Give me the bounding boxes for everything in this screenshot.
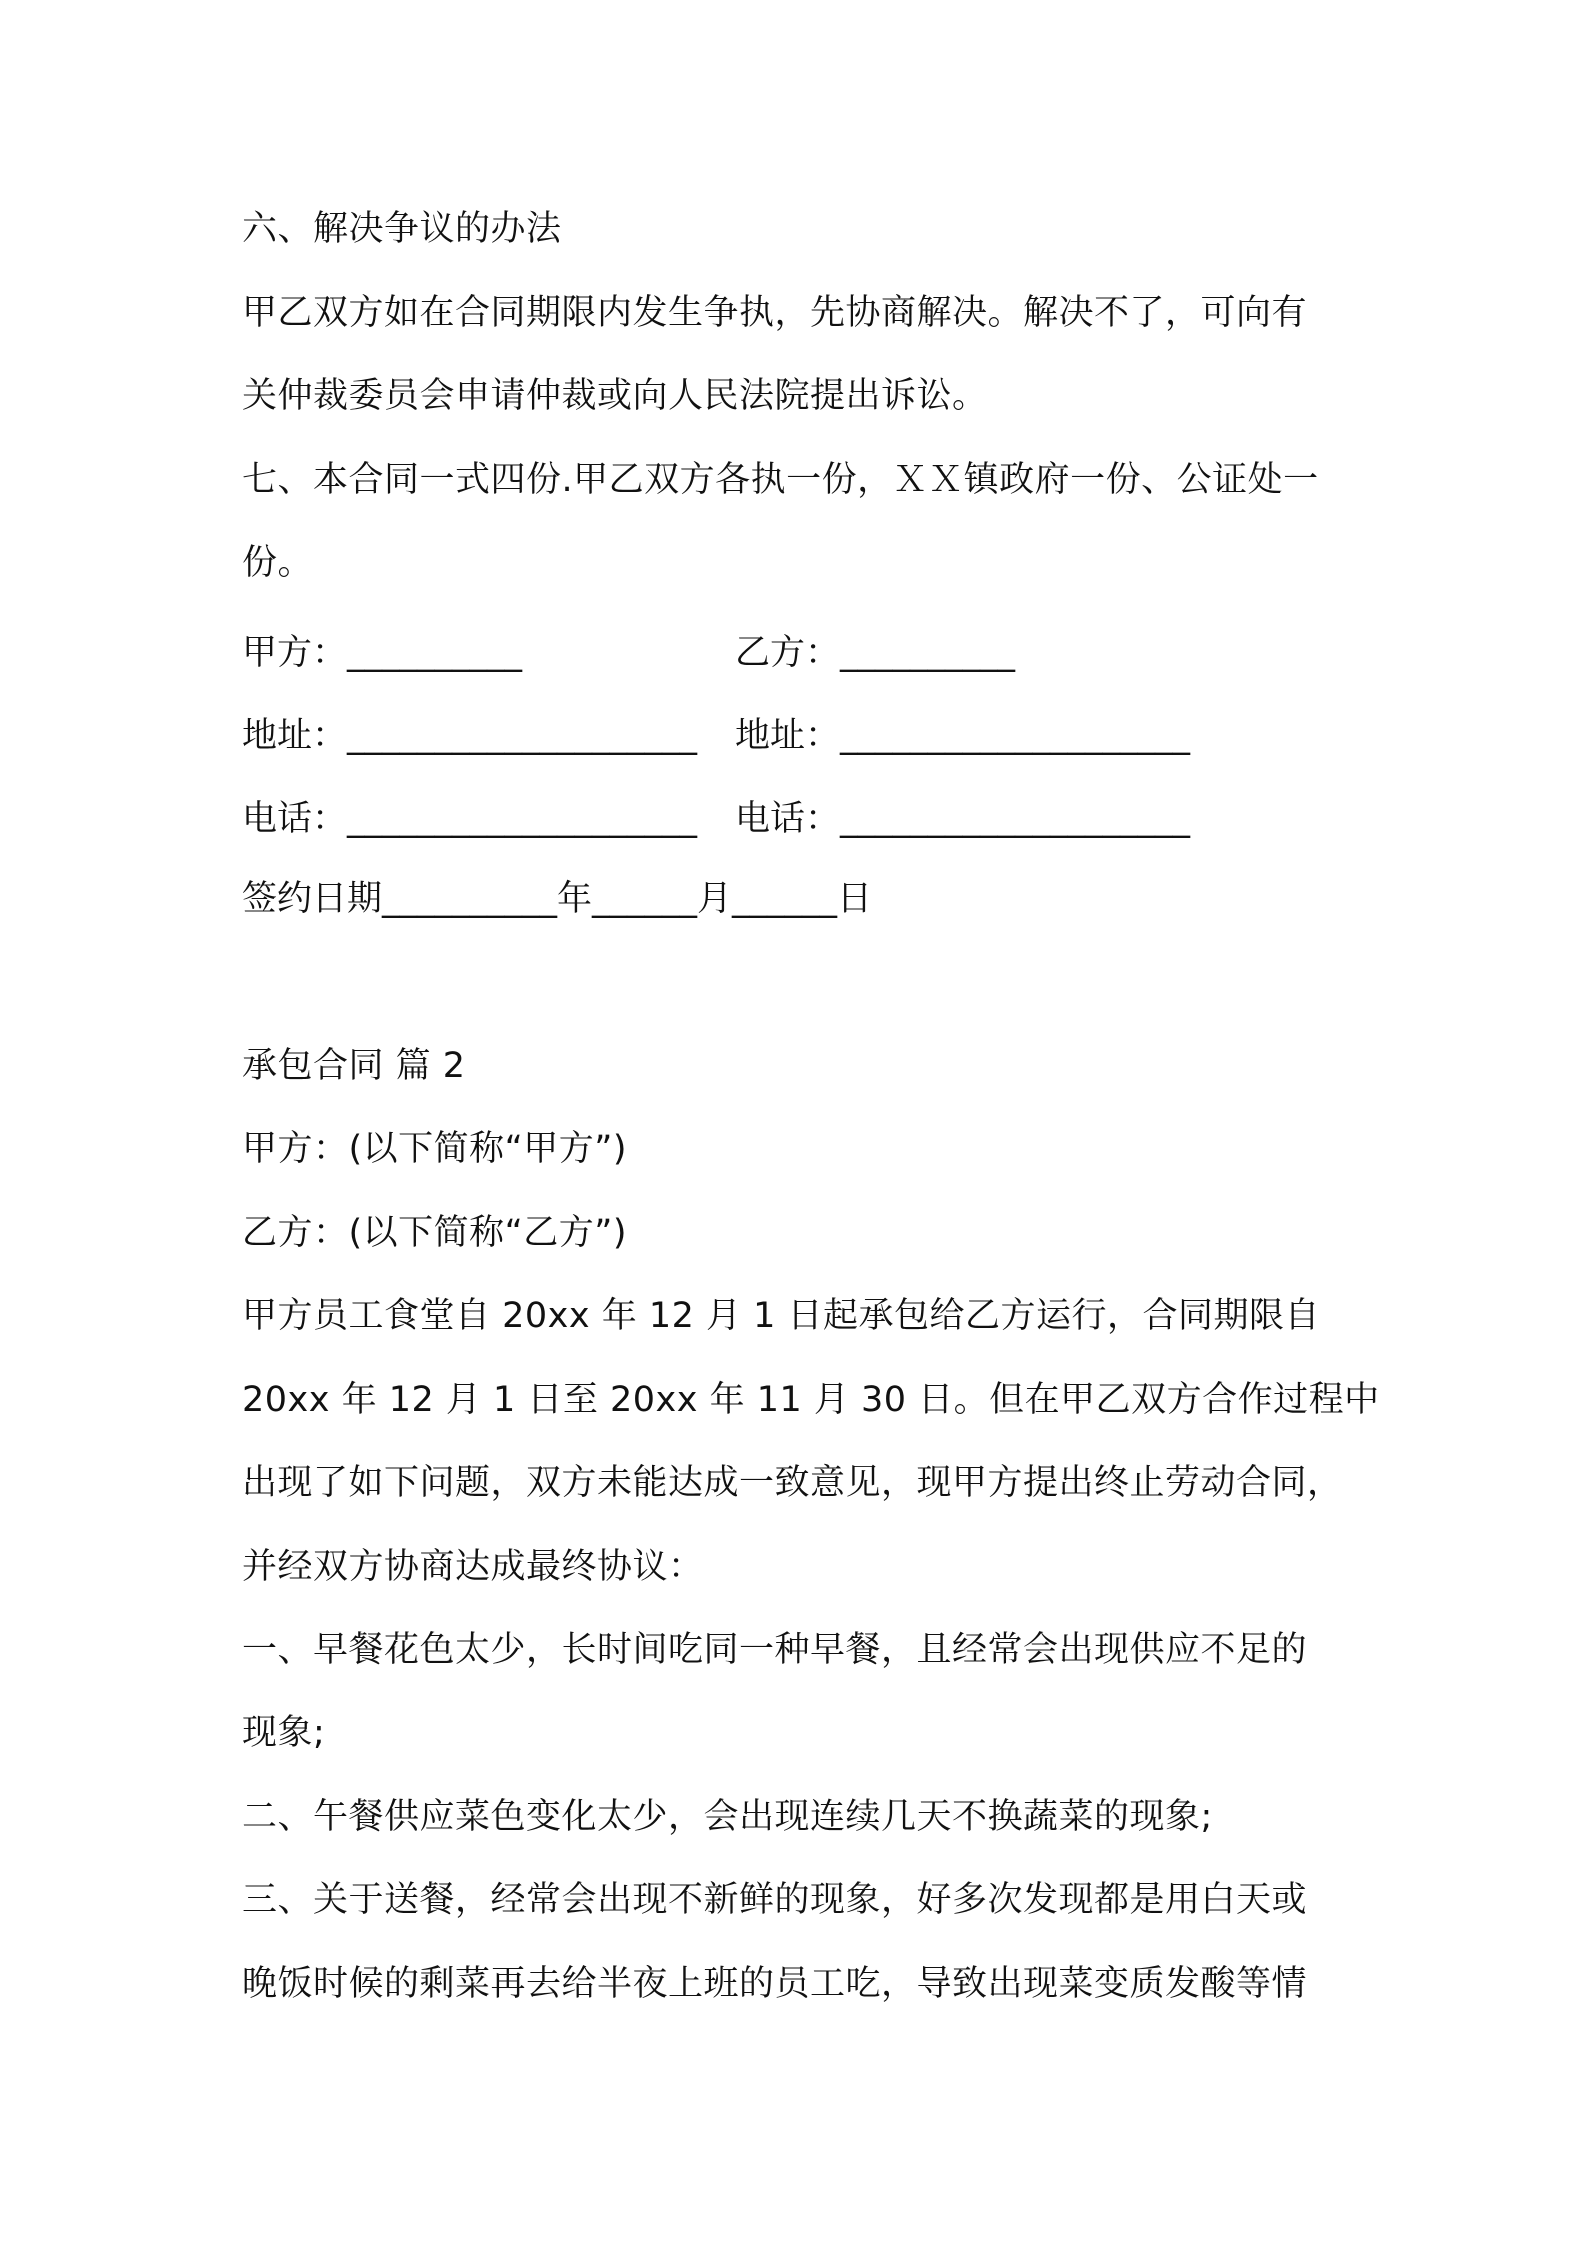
contract2-intro-line: 并经双方协商达成最终协议：	[242, 1547, 704, 1587]
section6-body-line: 关仲裁委员会申请仲裁或向人民法院提出诉讼。	[242, 376, 988, 416]
section6-body-line: 甲乙双方如在合同期限内发生争执，先协商解决。解决不了，可向有	[242, 293, 1308, 333]
contract2-intro-line: 出现了如下问题，双方未能达成一致意见，现甲方提出终止劳动合同，	[242, 1463, 1343, 1503]
section6-heading: 六、解决争议的办法	[242, 209, 562, 249]
contract2-party-b: 乙方：(以下简称“乙方”)	[242, 1213, 628, 1253]
party-b-phone: 电话：____________________	[735, 799, 1191, 839]
contract2-item3-line: 三、关于送餐，经常会出现不新鲜的现象，好多次发现都是用白天或	[242, 1880, 1308, 1920]
contract2-intro-line: 甲方员工食堂自 20xx 年 12 月 1 日起承包给乙方运行，合同期限自	[242, 1296, 1321, 1336]
signing-date: 签约日期__________年______月______日	[242, 879, 873, 919]
party-a-address: 地址：____________________	[242, 716, 698, 756]
party-a-signature: 甲方：__________	[242, 633, 523, 673]
party-b-signature: 乙方：__________	[735, 633, 1016, 673]
section7-line: 份。	[242, 543, 314, 583]
party-a-phone: 电话：____________________	[242, 799, 698, 839]
contract2-item1-line: 现象;	[242, 1713, 326, 1753]
contract2-item2-line: 二、午餐供应菜色变化太少，会出现连续几天不换蔬菜的现象;	[242, 1797, 1213, 1837]
contract2-title: 承包合同 篇 2	[242, 1046, 466, 1086]
party-b-address: 地址：____________________	[735, 716, 1191, 756]
contract2-party-a: 甲方：(以下简称“甲方”)	[242, 1129, 628, 1169]
contract2-intro-line: 20xx 年 12 月 1 日至 20xx 年 11 月 30 日。但在甲乙双方合作过程中	[242, 1380, 1380, 1420]
contract2-item3-line: 晚饭时候的剩菜再去给半夜上班的员工吃，导致出现菜变质发酸等情	[242, 1964, 1308, 2004]
section7-line: 七、本合同一式四份.甲乙双方各执一份，ＸＸ镇政府一份、公证处一	[242, 460, 1319, 500]
contract2-item1-line: 一、早餐花色太少，长时间吃同一种早餐，且经常会出现供应不足的	[242, 1630, 1308, 1670]
